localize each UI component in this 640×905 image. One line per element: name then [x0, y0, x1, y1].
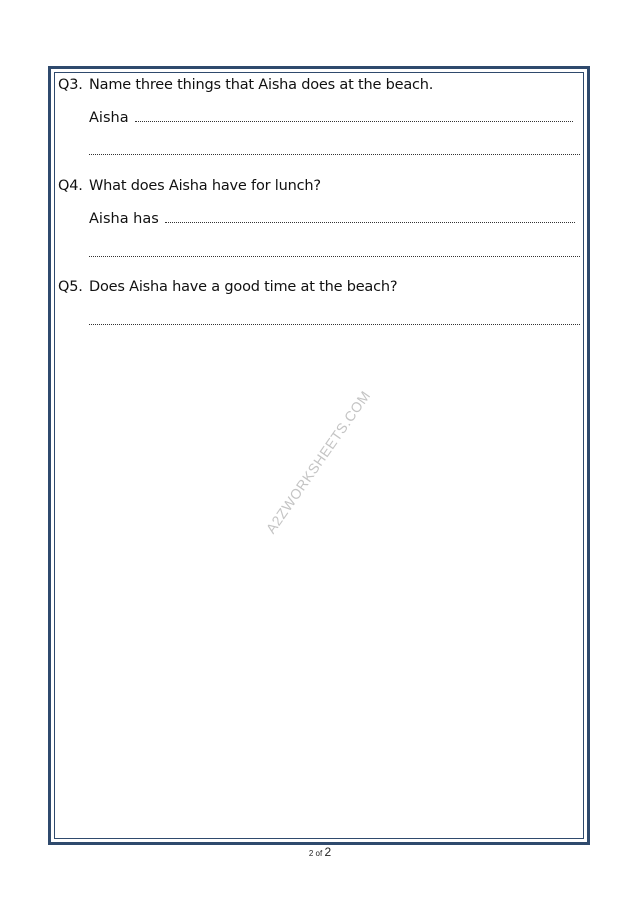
- question-text: Name three things that Aisha does at the beach.: [89, 77, 434, 93]
- answer-prefix: Aisha has: [89, 211, 159, 227]
- answer-line-4a[interactable]: [89, 211, 575, 227]
- dotted-line: [135, 120, 573, 122]
- answer-line-3b[interactable]: [89, 154, 580, 155]
- question-text: Does Aisha have a good time at the beach?: [89, 279, 398, 295]
- answer-line-4b[interactable]: [89, 256, 580, 257]
- answer-prefix: Aisha: [89, 110, 129, 126]
- question-text: What does Aisha have for lunch?: [89, 178, 321, 194]
- watermark: A2ZWORKSHEETS.COM: [262, 387, 374, 537]
- page-total: 2: [324, 845, 332, 859]
- answer-line-5[interactable]: [89, 324, 580, 325]
- question-number: Q5.: [58, 279, 83, 295]
- answer-line-3a[interactable]: [89, 110, 573, 126]
- page-number: 2: [308, 849, 314, 858]
- question-number: Q4.: [58, 178, 83, 194]
- page-footer: [0, 845, 640, 859]
- question-4: [58, 178, 321, 194]
- page-of-label: of: [315, 849, 323, 858]
- question-number: Q3.: [58, 77, 83, 93]
- dotted-line: [165, 221, 575, 223]
- question-3: [58, 77, 433, 93]
- question-5: [58, 279, 397, 295]
